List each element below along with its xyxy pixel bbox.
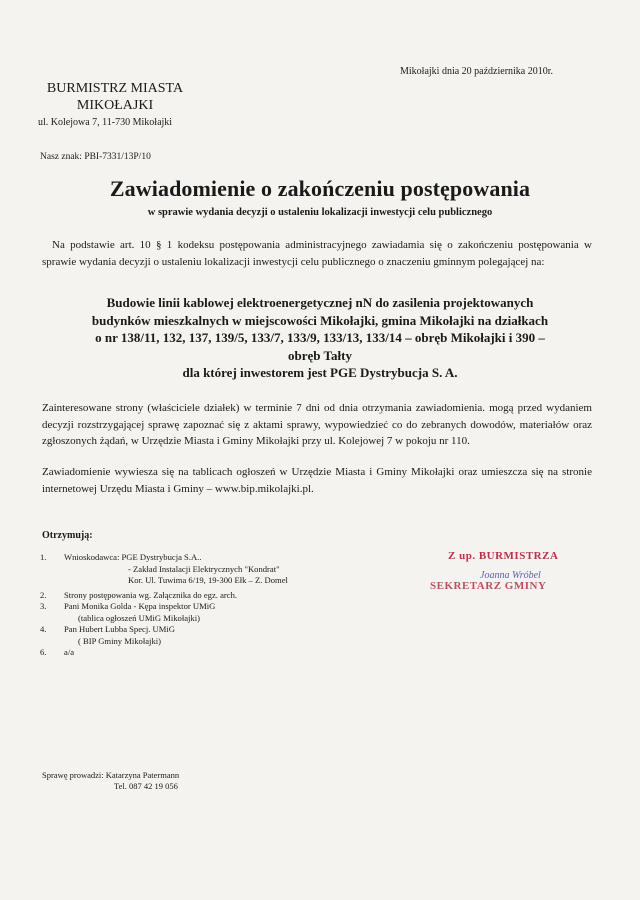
list-item-number: 2. [40,589,47,600]
document-title: Zawiadomienie o zakończeniu postępowania [109,176,531,201]
list-item-continuation: - Zakład Instalacji Elektrycznych "Kondrat" [128,563,280,574]
list-item-number: 1. [40,552,47,562]
list-item [40,552,288,564]
official-stamp [430,548,590,608]
prepared-by-name: Sprawę prowadzi: Katarzyna Patermann [42,770,180,780]
list-item-number: 6. [40,647,47,657]
document-subtitle: w sprawie wydania decyzji o ustaleniu lokalizacji inwestycji celu publicznego [147,207,493,218]
list-item-number: 4. [40,624,47,634]
handwritten-signature: Joanna Wróbel [480,570,541,581]
project-line1: Budowie linii kablowej elektroenergetycznej nN do zasilenia projektowanych [106,295,534,310]
recipients-list [40,552,288,659]
list-item-continuation: ( BIP Gminy Mikołajki) [78,635,161,646]
list-item-text: Strony postępowania wg. Załącznika do egz. arch. [64,589,238,600]
document-date: Mikołajki dnia 20 października 2010r. [400,66,554,77]
project-line3: o nr 138/11, 132, 137, 139/5, 133/7, 133/9, 133/13, 133/14 – obręb Mikołajki i 390 – [95,330,545,346]
parties-paragraph: Zainteresowane strony (właściciele działek) w terminie 7 dni od dnia otrzymania zawiadomienia. mogą przed wydaniem decyzji rozstrzygającej sprawę zapoznać się z aktami sprawy, wypowiedzieć co do zebranych dowodów, materiałów oraz zgłoszonych żądań, w Urzędzie Miasta i Gminy Mikołajki przy ul. Kolejowej 7 w pokoju nr 110. [42,402,592,447]
publication-paragraph: Zawiadomienie wywiesza się na tablicach ogłoszeń w Urzędzie Miasta i Gminy Mikołajki oraz umieszcza się na stronie internetowej Urzędu Miasta i Gminy – www.bip.mikolajki.pl. [42,466,592,495]
stamp-line1: Z up. BURMISTRZA [448,550,559,562]
prepared-by-phone: Tel. 087 42 19 056 [114,781,178,791]
intro-paragraph: Na podstawie art. 10 § 1 kodeksu postępowania administracyjnego zawiadamia się o zakończeniu postępowania w sprawie wydania decyzji o ustaleniu lokalizacji inwestycji celu publicznego o znaczeniu gminnym polegającej na: [42,239,592,268]
list-item-continuation: (tablica ogłoszeń UMiG Mikołajki) [78,612,200,623]
list-item-text: a/a [64,647,75,657]
project-line4: obręb Tałty [288,347,352,363]
list-item-text: Wnioskodawca: PGE Dystrybucja S.A.. [64,552,202,562]
project-description [40,294,600,382]
issuer-line1: BURMISTRZ MIASTA [46,81,184,96]
list-item [40,601,288,613]
list-item-number: 3. [40,601,47,611]
list-item [40,647,288,659]
prepared-by-block [42,770,179,792]
list-item [40,624,288,636]
issuer-line2: MIKOŁAJKI [76,98,154,113]
list-item [40,590,288,602]
issuer-block [40,80,190,131]
project-line5: dla której inwestorem jest PGE Dystrybucja S. A. [182,365,458,381]
list-item-text: Pan Hubert Lubba Specj. UMiG [64,624,175,634]
list-item-text: Pani Monika Golda - Kępa inspektor UMiG [64,601,216,611]
reference-number: Nasz znak: PBI-7331/13P/10 [40,152,151,162]
issuer-address: ul. Kolejowa 7, 11-730 Mikołajki [38,117,173,128]
list-item-continuation: Kor. Ul. Tuwima 6/19, 19-300 Ełk – Z. Domel [128,575,288,585]
recipients-heading: Otrzymują: [42,530,93,541]
project-line2: budynków mieszkalnych w miejscowości Mikołajki, gmina Mikołajki na działkach [91,312,549,328]
stamp-line2: SEKRETARZ GMINY [430,580,547,592]
